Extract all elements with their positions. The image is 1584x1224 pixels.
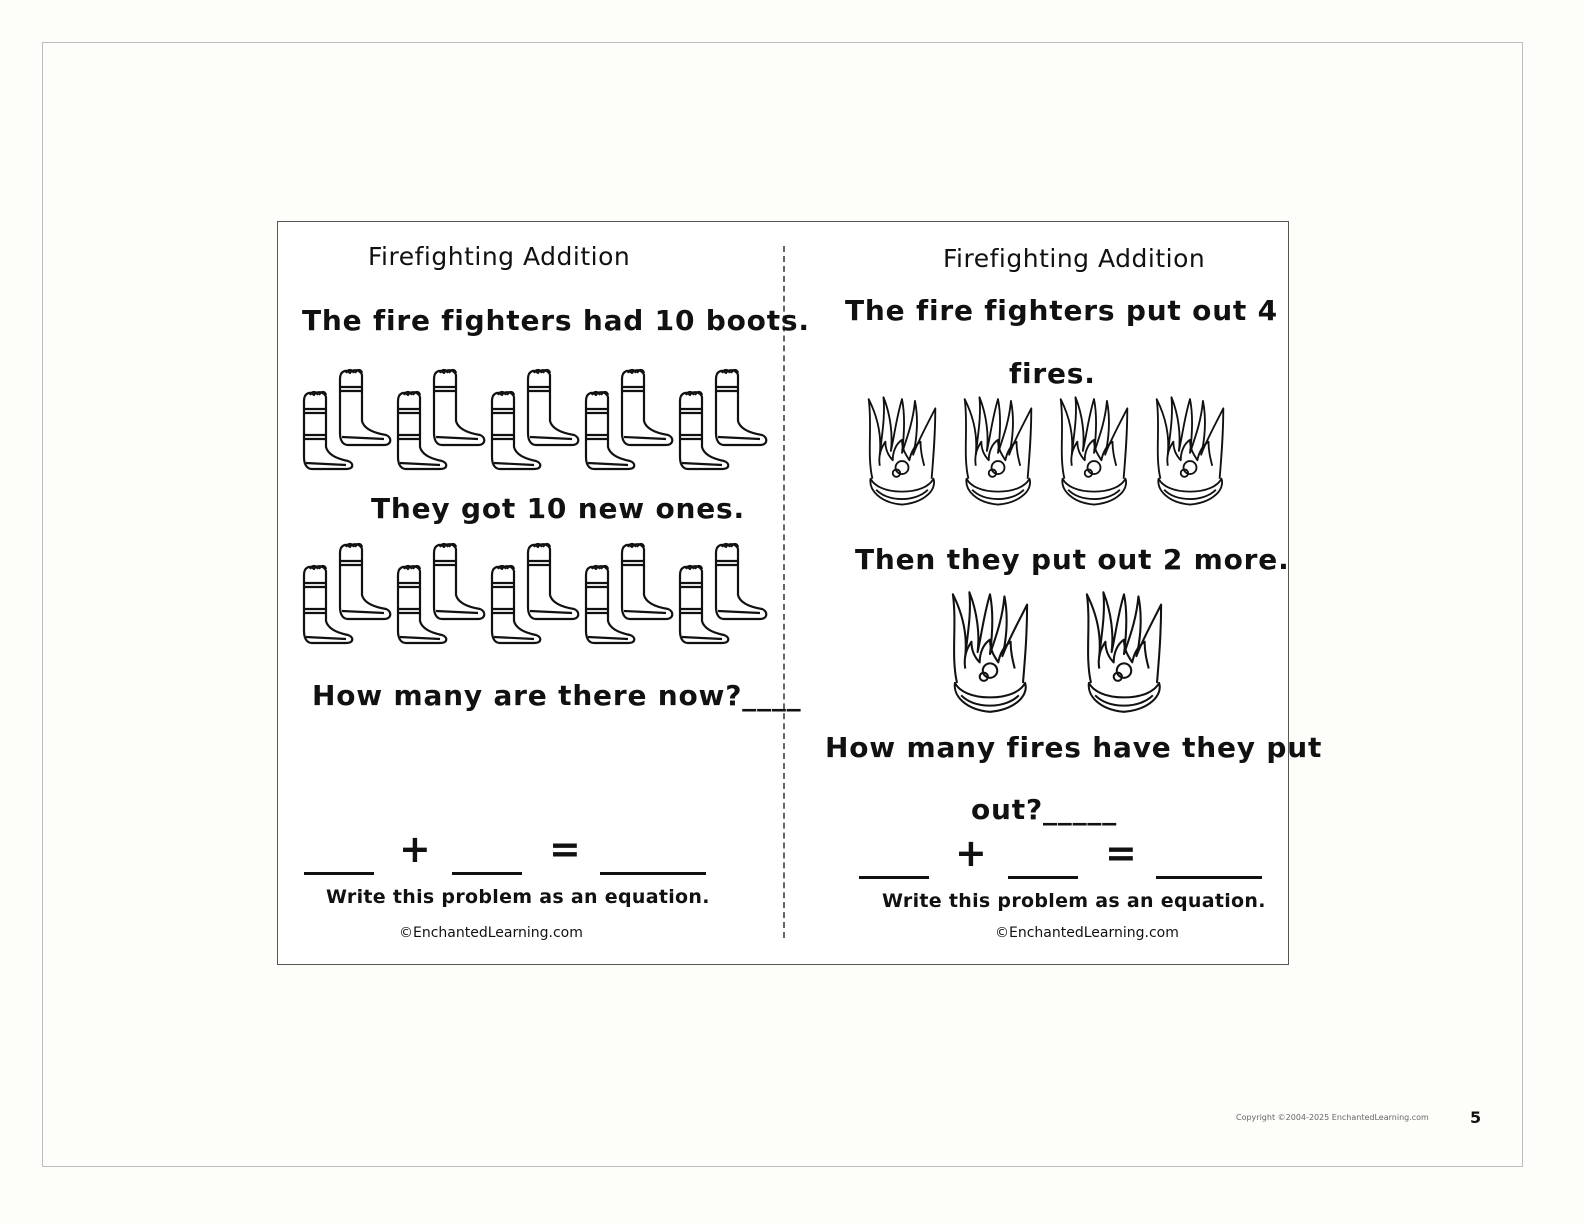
left-plus-sign: + [399,827,431,871]
fires-row-2 [939,584,1175,718]
left-sentence-2: They got 10 new ones. [371,492,745,525]
right-panel [785,222,1323,964]
boots-row-2 [300,539,770,647]
footer-copyright: Copyright ©2004-2025 EnchantedLearning.com [1236,1113,1429,1122]
flame-icon [1073,584,1175,718]
right-title: Firefighting Addition [943,244,1206,273]
boots-row-1 [300,365,770,473]
left-panel [278,222,810,964]
left-addend-2-blank[interactable] [452,872,522,875]
flame-icon [1057,388,1131,512]
boot-icon [488,539,582,647]
left-credit: ©EnchantedLearning.com [399,925,583,941]
left-sum-blank[interactable] [600,872,706,875]
boot-icon [488,365,582,473]
worksheet [277,221,1323,965]
right-credit: ©EnchantedLearning.com [995,925,1179,941]
right-question-a: How many fires have they put [825,731,1323,764]
flame-icon [939,584,1041,718]
right-sentence-1a: The fire fighters put out 4 [845,294,1278,327]
left-sentence-1: The fire fighters had 10 boots. [302,304,810,337]
flame-icon [961,388,1035,512]
right-plus-sign: + [955,831,987,875]
boot-icon [394,365,488,473]
right-addend-1-blank[interactable] [859,876,929,879]
boot-icon [300,365,394,473]
right-sum-blank[interactable] [1156,876,1262,879]
boot-icon [676,365,770,473]
right-sentence-2: Then they put out 2 more. [855,543,1290,576]
right-question-b: out?_____ [971,793,1117,826]
left-addend-1-blank[interactable] [304,872,374,875]
boot-icon [582,365,676,473]
left-instruction: Write this problem as an equation. [326,886,710,908]
boot-icon [300,539,394,647]
page-number: 5 [1470,1108,1482,1127]
flame-icon [1153,388,1227,512]
left-equals-sign: = [549,827,581,871]
boot-icon [676,539,770,647]
fires-row-1 [865,388,1227,512]
left-title: Firefighting Addition [368,242,631,271]
right-sentence-1b: fires. [1009,357,1096,390]
right-equals-sign: = [1105,831,1137,875]
left-question: How many are there now?____ [312,679,802,712]
right-addend-2-blank[interactable] [1008,876,1078,879]
flame-icon [865,388,939,512]
boot-icon [582,539,676,647]
right-instruction: Write this problem as an equation. [882,890,1266,912]
boot-icon [394,539,488,647]
